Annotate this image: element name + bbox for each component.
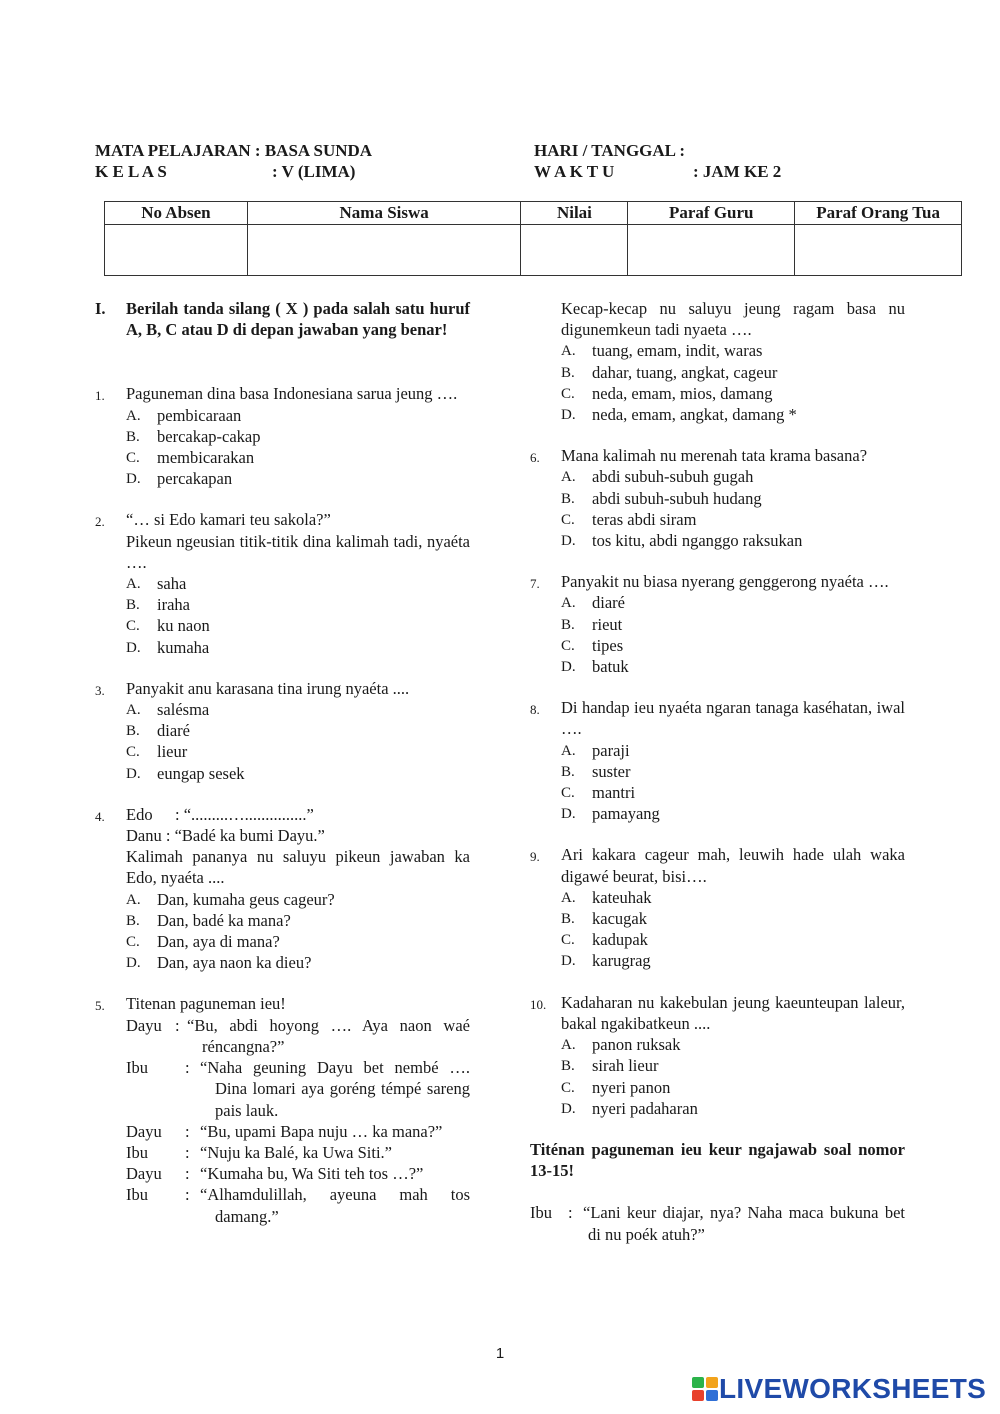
section-instruction [95, 298, 470, 340]
header-paraf-guru: Paraf Guru [628, 202, 795, 225]
option-a[interactable]: A. panon ruksak [561, 1035, 681, 1055]
option-a[interactable]: A. abdi subuh-subuh gugah [561, 467, 754, 487]
option-d[interactable]: D. batuk [561, 657, 629, 677]
question-stem-2: Pikeun ngeusian titik-titik dina kalimah tadi, nyaéta …. [126, 531, 470, 572]
instruction-text: Berilah tanda silang ( X ) pada salah satu huruf A, B, C atau D di depan jawaban yang benar! [126, 299, 470, 340]
dialog-speaker: Edo [126, 804, 153, 824]
subject-label: MATA PELAJARAN : BASA SUNDA [95, 141, 373, 160]
header-paraf-orang-tua: Paraf Orang Tua [795, 202, 962, 225]
question-number: 9. [530, 849, 540, 865]
option-b[interactable]: B. suster [561, 761, 631, 781]
option-a[interactable]: A. Dan, kumaha geus cageur? [126, 889, 335, 909]
dialog-line: Dayu : “Bu, abdi hoyong …. Aya naon waé réncangna?” [126, 1015, 470, 1056]
question-number: 8. [530, 702, 540, 718]
option-c[interactable]: C. lieur [126, 742, 188, 762]
logo-square-green [692, 1377, 704, 1388]
option-a[interactable]: A. pembicaraan [126, 405, 242, 425]
question-stem-2: Kecap-kecap nu saluyu jeung ragam basa nu digunemkeun tadi nyaeta …. [561, 299, 905, 340]
option-b[interactable]: B. bercakap-cakap [126, 426, 261, 446]
option-c[interactable]: C. Dan, aya di mana? [126, 932, 280, 952]
option-d[interactable]: D. pamayang [561, 804, 660, 824]
question-10 [530, 992, 905, 1119]
option-d[interactable]: D. neda, emam, angkat, damang * [561, 405, 797, 425]
option-b[interactable]: B. Dan, badé ka mana? [126, 910, 291, 930]
cell-paraf-orang-tua[interactable] [795, 225, 962, 276]
option-b[interactable]: B. rieut [561, 614, 623, 634]
question-number: 6. [530, 450, 540, 466]
option-d[interactable]: D. percakapan [126, 469, 233, 489]
dialog-line: Dayu : “Bu, upami Bapa nuju … ka mana?” [126, 1121, 443, 1141]
option-c[interactable]: C. kadupak [561, 930, 648, 950]
question-6 [530, 445, 905, 551]
option-b[interactable]: B. sirah lieur [561, 1056, 659, 1076]
question-stem: Kalimah pananya nu saluyu pikeun jawaban ka Edo, nyaéta .... [126, 847, 470, 888]
liveworksheets-logo-icon [692, 1377, 716, 1401]
right-column [530, 298, 905, 1245]
question-stem: Di handap ieu nyaéta ngaran tanaga kaséhatan, iwal …. [561, 698, 905, 739]
option-b[interactable]: B. dahar, tuang, angkat, cageur [561, 362, 778, 382]
passage-dialog-line [530, 1202, 905, 1244]
question-4 [95, 804, 470, 974]
option-c[interactable]: C. nyeri panon [561, 1077, 671, 1097]
question-number: 5. [95, 998, 105, 1014]
option-a[interactable]: A. salésma [126, 700, 210, 720]
dialog-colon: : [568, 1203, 573, 1223]
option-c[interactable]: C. membicarakan [126, 448, 255, 468]
student-info-table [104, 201, 962, 276]
left-column [95, 298, 470, 1227]
cell-no-absen[interactable] [105, 225, 248, 276]
question-stem: “… si Edo kamari teu sakola?” [126, 510, 331, 530]
option-a[interactable]: A. kateuhak [561, 887, 652, 907]
question-2 [95, 509, 470, 657]
time-value: : JAM KE 2 [693, 162, 782, 181]
liveworksheets-logo [692, 1373, 986, 1405]
option-a[interactable]: A. paraji [561, 740, 630, 760]
question-number: 2. [95, 514, 105, 530]
option-c[interactable]: C. teras abdi siram [561, 509, 697, 529]
table-header-row [105, 202, 962, 225]
option-d[interactable]: D. Dan, aya naon ka dieu? [126, 953, 312, 973]
passage-instruction: Titénan paguneman ieu keur ngajawab soal nomor 13-15! [530, 1139, 905, 1181]
option-d[interactable]: D. tos kitu, abdi nganggo raksukan [561, 531, 803, 551]
question-number: 7. [530, 576, 540, 592]
question-stem: Mana kalimah nu merenah tata krama basana? [561, 446, 868, 466]
section-roman: I. [95, 299, 106, 318]
option-c[interactable]: C. ku naon [126, 616, 210, 636]
header-no-absen: No Absen [105, 202, 248, 225]
logo-square-red [692, 1390, 704, 1401]
question-stem: Titenan paguneman ieu! [126, 994, 286, 1014]
question-number: 1. [95, 388, 105, 404]
option-d[interactable]: D. nyeri padaharan [561, 1098, 698, 1118]
option-c[interactable]: C. neda, emam, mios, damang [561, 383, 773, 403]
dialog-line: Dayu : “Kumaha bu, Wa Siti teh tos …?” [126, 1164, 424, 1184]
question-number: 3. [95, 682, 105, 698]
question-9 [530, 844, 905, 971]
question-3 [95, 678, 470, 784]
question-7 [530, 571, 905, 677]
time-label: W A K T U [534, 162, 615, 181]
question-number: 4. [95, 808, 105, 824]
logo-wordmark: LIVEWORKSHEETS [719, 1373, 987, 1404]
header-nama-siswa: Nama Siswa [247, 202, 521, 225]
class-label: K E L A S [95, 162, 167, 181]
option-c[interactable]: C. tipes [561, 635, 624, 655]
header-nilai: Nilai [521, 202, 628, 225]
question-stem: Kadaharan nu kakebulan jeung kaeunteupan laleur, bakal ngakibatkeun .... [561, 992, 905, 1033]
question-stem: Panyakit nu biasa nyerang genggerong nyaéta …. [561, 572, 889, 592]
dialog-text: “Lani keur diajar, nya? Naha maca bukuna bet di nu poék atuh?” [583, 1203, 905, 1244]
dialog-line-edo [126, 804, 470, 825]
logo-square-blue [706, 1390, 718, 1401]
option-b[interactable]: B. abdi subuh-subuh hudang [561, 488, 762, 508]
dialog-line: Ibu : “Nuju ka Balé, ka Uwa Siti.” [126, 1142, 392, 1162]
table-input-row [105, 225, 962, 276]
option-d[interactable]: D. karugrag [561, 951, 651, 971]
option-a[interactable]: A. diaré [561, 593, 625, 613]
option-a[interactable]: A. saha [126, 574, 187, 594]
question-8 [530, 697, 905, 824]
question-stem: Panyakit anu karasana tina irung nyaéta .... [126, 678, 410, 698]
cell-nilai[interactable] [521, 225, 628, 276]
dialog-line: Ibu : “Alhamdulillah, ayeuna mah tos damang.” [126, 1185, 470, 1226]
option-b[interactable]: B. kacugak [561, 909, 647, 929]
cell-nama-siswa[interactable] [247, 225, 521, 276]
day-date-label: HARI / TANGGAL : [534, 141, 685, 160]
question-5 [95, 993, 470, 1226]
question-stem: Paguneman dina basa Indonesiana sarua jeung …. [126, 384, 458, 404]
option-d[interactable]: D. eungap sesek [126, 763, 245, 783]
page-number: 1 [495, 1345, 505, 1362]
question-5-continued [530, 298, 905, 425]
dialog-line-danu: Danu : “Badé ka bumi Dayu.” [126, 826, 325, 846]
dialog-line: Ibu : “Naha geuning Dayu bet nembé …. Dina lomari aya goréng témpé sareng pais lauk. [126, 1058, 470, 1120]
dialog-speaker: Ibu [530, 1203, 552, 1223]
question-1 [95, 383, 470, 489]
question-number: 10. [530, 996, 547, 1012]
option-a[interactable]: A. tuang, emam, indit, waras [561, 341, 763, 361]
question-stem: Ari kakara cageur mah, leuwih hade ulah waka digawé beurat, bisi…. [561, 845, 905, 886]
cell-paraf-guru[interactable] [628, 225, 795, 276]
option-b[interactable]: B. diaré [126, 721, 190, 741]
class-value: : V (LIMA) [272, 162, 356, 181]
dialog-text: : “.........…...............” [175, 804, 314, 824]
option-d[interactable]: D. kumaha [126, 637, 210, 657]
logo-square-orange [706, 1377, 718, 1388]
option-c[interactable]: C. mantri [561, 783, 636, 803]
option-b[interactable]: B. iraha [126, 595, 190, 615]
